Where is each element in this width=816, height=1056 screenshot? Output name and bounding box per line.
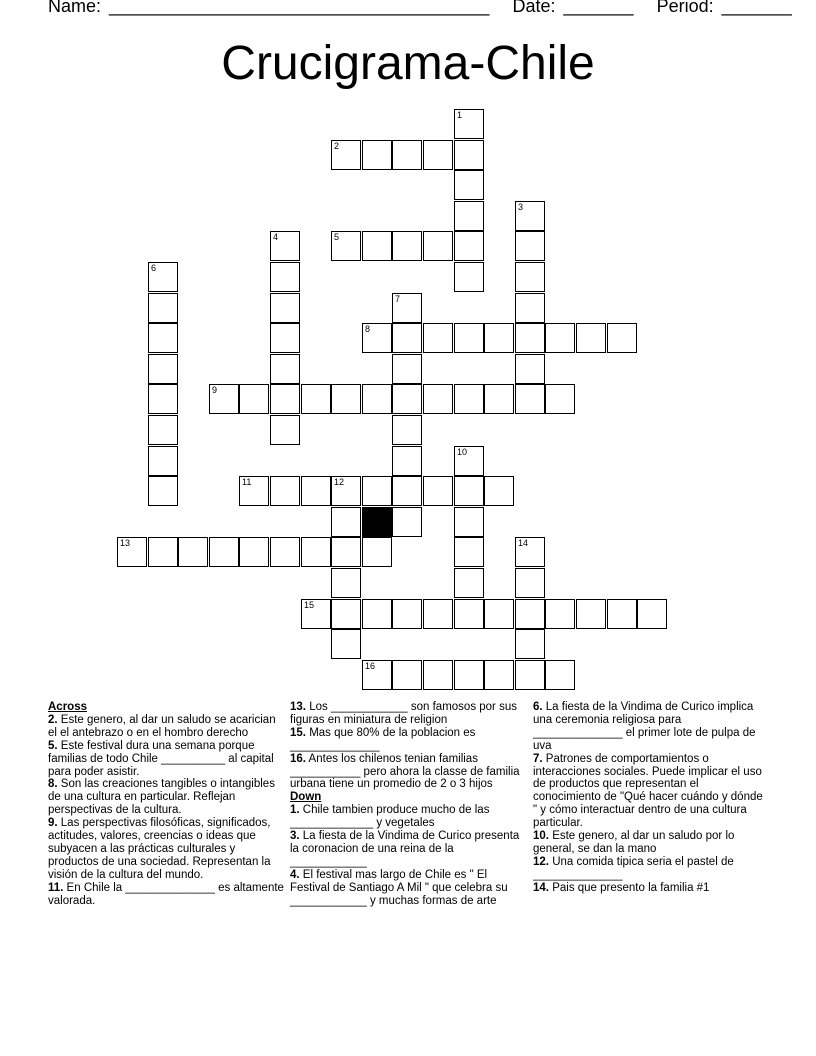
name-blank[interactable]: ______________________________________ <box>109 0 490 16</box>
grid-cell[interactable] <box>454 170 484 200</box>
clue-number: 9 <box>212 385 218 395</box>
grid-cell[interactable] <box>454 507 484 537</box>
grid-cell[interactable] <box>209 537 239 567</box>
clue-item-text: Este festival dura una semana porque familias de todo Chile __________ al capital para poder asistir. <box>48 739 274 778</box>
grid-cell[interactable] <box>515 660 545 690</box>
clue-item <box>533 830 769 856</box>
clue-item <box>533 753 769 830</box>
grid-cell[interactable] <box>301 599 331 629</box>
grid-cell[interactable] <box>515 599 545 629</box>
grid-cell[interactable] <box>362 384 392 414</box>
clue-number: 5 <box>334 232 340 242</box>
clue-item-number: 13. <box>290 701 306 713</box>
grid-cell[interactable] <box>515 568 545 598</box>
clue-number: 14 <box>518 538 529 548</box>
clue-item-number: 14. <box>533 881 549 894</box>
grid-cell[interactable] <box>148 323 178 353</box>
clue-item-number: 7. <box>533 752 543 765</box>
clue-item-number: 8. <box>48 778 58 791</box>
grid-cell[interactable] <box>270 323 300 353</box>
grid-cell[interactable] <box>515 384 545 414</box>
grid-cell[interactable] <box>392 231 422 261</box>
clue-number: 15 <box>304 600 315 610</box>
clue-item <box>290 727 526 753</box>
grid-cell[interactable] <box>454 201 484 231</box>
grid-cell[interactable] <box>484 660 514 690</box>
clue-number: 7 <box>395 294 401 304</box>
clue-number: 13 <box>120 538 131 548</box>
clue-item-number: 2. <box>48 713 58 726</box>
page-title: Crucigrama-Chile <box>221 37 595 90</box>
clue-number: 10 <box>457 447 468 457</box>
grid-cell[interactable] <box>362 140 392 170</box>
grid-cell[interactable] <box>270 262 300 292</box>
grid-cell[interactable] <box>331 384 361 414</box>
grid-cell[interactable] <box>392 323 422 353</box>
clue-item-text: Los ____________ son famosos por sus figuras en miniatura de religion <box>290 701 517 726</box>
grid-cell[interactable] <box>148 476 178 506</box>
grid-cell[interactable] <box>423 231 453 261</box>
grid-cell[interactable] <box>331 140 361 170</box>
clue-item-number: 5. <box>48 739 58 752</box>
grid-cell[interactable] <box>423 660 453 690</box>
grid-cell[interactable] <box>454 323 484 353</box>
clue-item-number: 15. <box>290 726 306 739</box>
grid-cell[interactable] <box>454 660 484 690</box>
clue-item-text: La fiesta de la Vindima de Curico presenta la coronacion de una reina de la ____________ <box>290 830 520 868</box>
clue-item-number: 11. <box>48 881 64 894</box>
grid-cell[interactable] <box>270 384 300 414</box>
clue-item-number: 10. <box>533 830 549 843</box>
clue-item-number: 12. <box>533 855 549 868</box>
name-label: Name: <box>48 0 102 16</box>
grid-cell[interactable] <box>270 231 300 261</box>
grid-cell[interactable] <box>331 537 361 567</box>
grid-cell[interactable] <box>148 446 178 476</box>
grid-cell[interactable] <box>576 599 606 629</box>
clue-item <box>533 882 769 895</box>
grid-cell[interactable] <box>545 599 575 629</box>
clue-item-text: Son las creaciones tangibles o intangibles de una cultura en particular. Reflejan perspectivas de la cultura. <box>48 778 275 817</box>
clue-item-number: 16. <box>290 752 306 765</box>
grid-cell[interactable] <box>392 660 422 690</box>
grid-cell[interactable] <box>454 109 484 139</box>
grid-cell[interactable] <box>148 293 178 323</box>
clue-item-text: Mas que 80% de la poblacion es ______________ <box>290 726 476 752</box>
grid-cell[interactable] <box>148 354 178 384</box>
clue-number: 8 <box>365 324 371 334</box>
grid-cell[interactable] <box>301 476 331 506</box>
grid-cell[interactable] <box>239 537 269 567</box>
grid-cell[interactable] <box>148 415 178 445</box>
clue-item <box>290 701 526 727</box>
clue-item <box>48 714 284 740</box>
clue-item-text: Este genero, al dar un saludo por lo general, se dan la mano <box>533 830 735 855</box>
grid-cell[interactable] <box>148 537 178 567</box>
period-label: Period: <box>656 0 714 16</box>
grid-cell[interactable] <box>331 507 361 537</box>
grid-cell[interactable] <box>515 537 545 567</box>
grid-cell[interactable] <box>239 384 269 414</box>
grid-cell[interactable] <box>362 537 392 567</box>
clue-item <box>48 817 284 882</box>
down-heading: Down <box>290 791 322 804</box>
grid-cell[interactable] <box>331 231 361 261</box>
grid-cell[interactable] <box>117 537 147 567</box>
grid-cell[interactable] <box>331 476 361 506</box>
grid-cell[interactable] <box>576 323 606 353</box>
clue-item-text: La fiesta de la Vindima de Curico implica una ceremonia religiosa para ______________ el primer lote de pulpa de uva <box>533 701 756 752</box>
clue-number: 16 <box>365 661 376 671</box>
grid-cell[interactable] <box>423 476 453 506</box>
grid-cell[interactable] <box>515 323 545 353</box>
grid-cell[interactable] <box>515 201 545 231</box>
grid-cell[interactable] <box>454 568 484 598</box>
clue-item-text: Este genero, al dar un saludo se acarician el el antebrazo o en el hombro derecho <box>48 713 276 739</box>
grid-cell[interactable] <box>270 415 300 445</box>
grid-cell[interactable] <box>392 415 422 445</box>
grid-cell[interactable] <box>423 323 453 353</box>
clue-item <box>533 701 769 753</box>
clue-number: 1 <box>457 110 463 120</box>
grid-cell[interactable] <box>362 599 392 629</box>
clue-item <box>290 830 526 869</box>
grid-cell[interactable] <box>148 262 178 292</box>
grid-cell[interactable] <box>637 599 667 629</box>
grid-cell[interactable] <box>545 660 575 690</box>
grid-cell[interactable] <box>392 446 422 476</box>
grid-cell[interactable] <box>392 140 422 170</box>
grid-cell[interactable] <box>515 231 545 261</box>
clue-item-text: Pais que presento la familia #1 <box>549 881 710 894</box>
grid-cell[interactable] <box>270 537 300 567</box>
clue-item-text: Una comida tipica seria el pastel de ______________ <box>533 855 734 881</box>
grid-cell[interactable] <box>362 660 392 690</box>
clue-number: 2 <box>334 141 340 151</box>
clue-number: 12 <box>334 477 345 487</box>
grid-cell[interactable] <box>331 568 361 598</box>
grid-cell[interactable] <box>270 293 300 323</box>
grid-cell[interactable] <box>423 140 453 170</box>
clue-item-text: En Chile la ______________ es altamente valorada. <box>48 881 284 907</box>
grid-cell[interactable] <box>454 231 484 261</box>
clue-item <box>48 778 284 817</box>
grid-cell[interactable] <box>392 476 422 506</box>
date-blank[interactable]: _______ <box>563 0 634 16</box>
clue-item-text: Las perspectivas filosóficas, significados, actitudes, valores, creencias o ideas que subyacen a las prácticas culturales y productos de una sociedad. Representan la visión de la cultura del mundo. <box>48 817 271 881</box>
grid-cell[interactable] <box>392 293 422 323</box>
grid-cell[interactable] <box>545 384 575 414</box>
clue-item-text: Patrones de comportamientos o interacciones sociales. Puede implicar el uso de productos que representan el conocimiento de "Qué hacer cuándo y dónde " y cómo interactuar dentro de una cultura particular. <box>533 752 763 830</box>
grid-cell[interactable] <box>454 140 484 170</box>
clue-item-text: El festival mas largo de Chile es " El Festival de Santiago A Mil " que celebra su ____________ y muchas formas de arte <box>290 868 508 907</box>
period-blank[interactable]: _______ <box>721 0 792 16</box>
grid-cell[interactable] <box>515 293 545 323</box>
grid-cell[interactable] <box>392 384 422 414</box>
grid-cell[interactable] <box>454 537 484 567</box>
clue-item-number: 6. <box>533 701 543 713</box>
grid-cell[interactable] <box>423 599 453 629</box>
grid-cell[interactable] <box>362 476 392 506</box>
grid-cell[interactable] <box>392 507 422 537</box>
grid-cell[interactable] <box>607 599 637 629</box>
grid-cell[interactable] <box>454 446 484 476</box>
grid-cell[interactable] <box>515 354 545 384</box>
clue-item <box>533 856 769 882</box>
clue-number: 4 <box>273 232 279 242</box>
grid-cell[interactable] <box>362 231 392 261</box>
grid-cell[interactable] <box>484 323 514 353</box>
grid-cell[interactable] <box>454 599 484 629</box>
clue-item <box>290 804 526 830</box>
black-cell <box>362 507 392 537</box>
clue-item-number: 3. <box>290 830 300 843</box>
clue-item <box>290 869 526 908</box>
grid-cell[interactable] <box>545 323 575 353</box>
date-label: Date: <box>512 0 556 16</box>
clues-column-1 <box>48 701 284 908</box>
clue-item <box>48 740 284 779</box>
grid-cell[interactable] <box>454 262 484 292</box>
grid-cell[interactable] <box>392 354 422 384</box>
clue-item-text: Chile tambien produce mucho de las _____________ y vegetales <box>290 804 490 830</box>
grid-cell[interactable] <box>515 262 545 292</box>
grid-cell[interactable] <box>362 323 392 353</box>
grid-cell[interactable] <box>331 599 361 629</box>
grid-cell[interactable] <box>392 599 422 629</box>
grid-cell[interactable] <box>515 629 545 659</box>
clue-number: 3 <box>518 202 524 212</box>
grid-cell[interactable] <box>484 476 514 506</box>
clue-item-number: 1. <box>290 804 300 817</box>
clues-column-2 <box>290 701 526 908</box>
grid-cell[interactable] <box>301 537 331 567</box>
clue-number: 11 <box>242 477 252 487</box>
clue-item-number: 4. <box>290 868 300 881</box>
grid-cell[interactable] <box>331 629 361 659</box>
grid-cell[interactable] <box>270 354 300 384</box>
grid-cell[interactable] <box>178 537 208 567</box>
grid-cell[interactable] <box>270 476 300 506</box>
clue-item <box>290 753 526 792</box>
clue-item-text: Antes los chilenos tenian familias ___________ pero ahora la classe de familia urbana tiene un promedio de 2 o 3 hijos <box>290 752 520 791</box>
clue-number: 6 <box>151 263 157 273</box>
grid-cell[interactable] <box>301 384 331 414</box>
grid-cell[interactable] <box>454 476 484 506</box>
clue-item <box>48 882 284 908</box>
grid-cell[interactable] <box>484 384 514 414</box>
clues-column-3 <box>533 701 769 895</box>
across-heading: Across <box>48 701 87 713</box>
grid-cell[interactable] <box>148 384 178 414</box>
grid-cell[interactable] <box>209 384 239 414</box>
clue-item-number: 9. <box>48 817 58 830</box>
grid-cell[interactable] <box>484 599 514 629</box>
grid-cell[interactable] <box>607 323 637 353</box>
grid-cell[interactable] <box>239 476 269 506</box>
grid-cell[interactable] <box>423 384 453 414</box>
grid-cell[interactable] <box>454 384 484 414</box>
